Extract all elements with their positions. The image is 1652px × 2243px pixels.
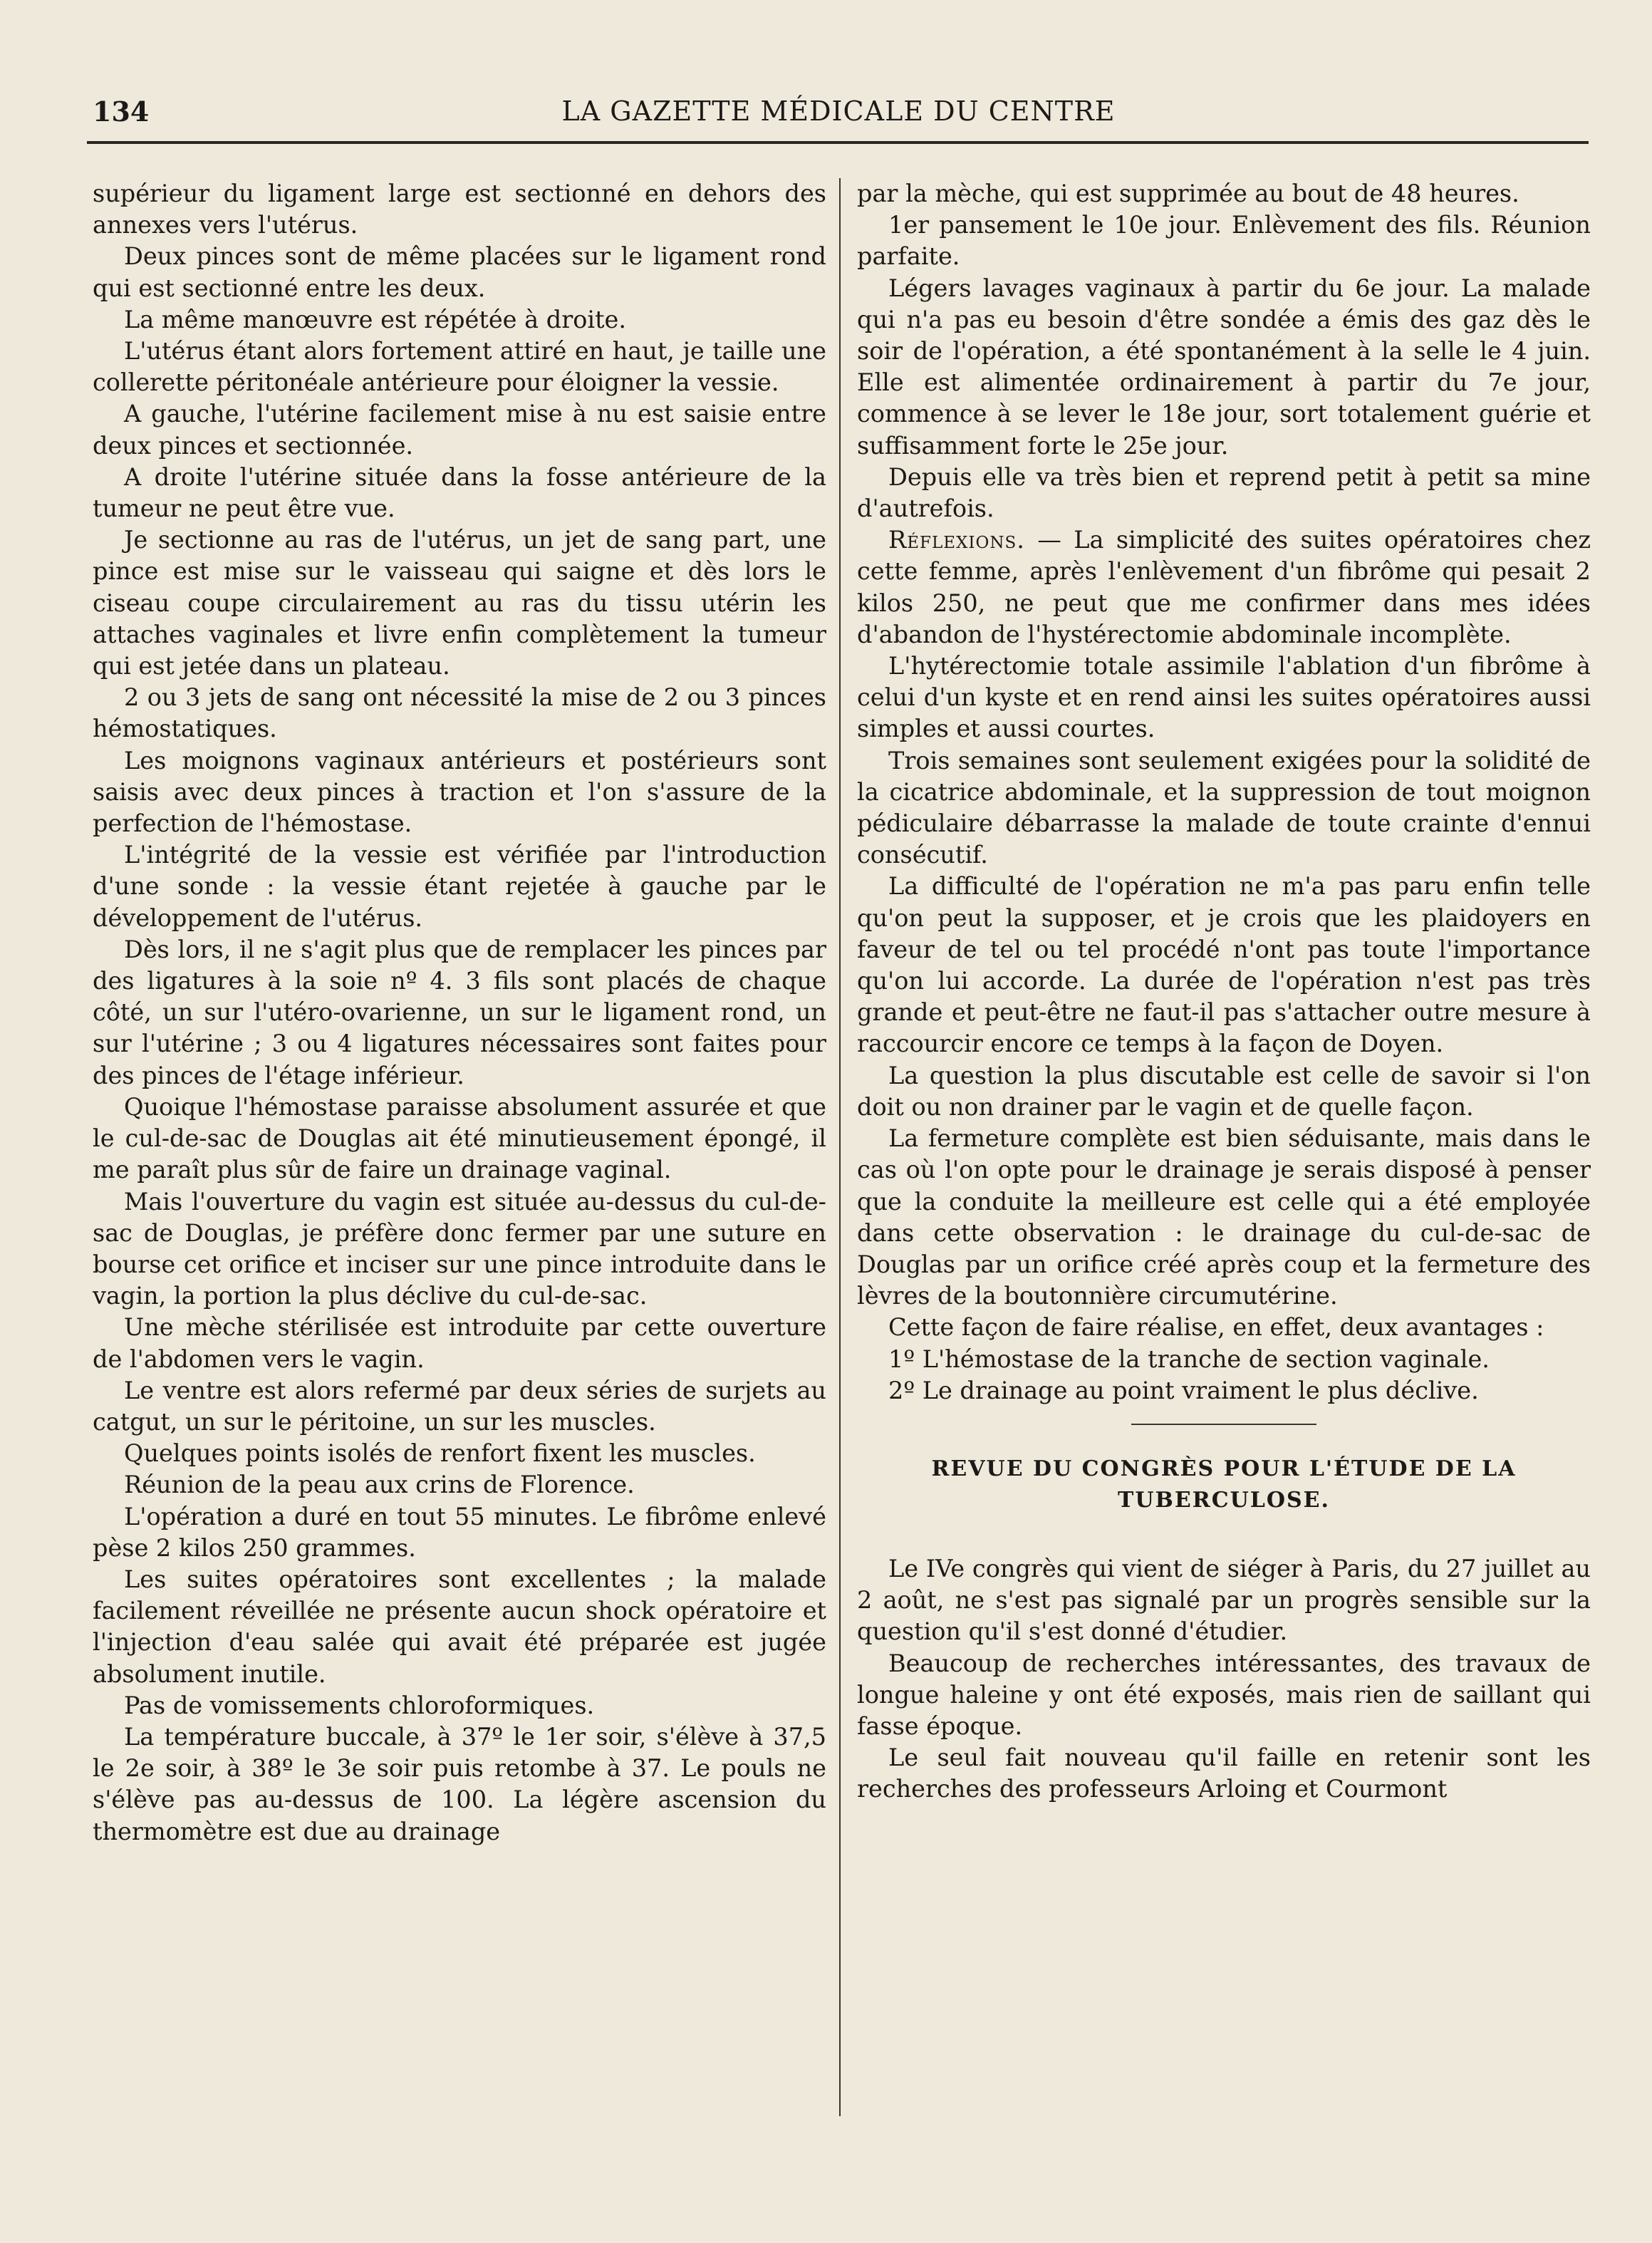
paragraph: Le seul fait nouveau qu'il faille en retenir sont les recherches des professeurs Arloing et Courmont	[857, 1744, 1591, 1803]
paragraph: 1er pansement le 10e jour. Enlèvement des fils. Réunion parfaite.	[857, 211, 1591, 271]
running-title: LA GAZETTE MÉDICALE DU CENTRE	[561, 95, 1116, 127]
paragraph: Les moignons vaginaux antérieurs et postérieurs sont saisis avec deux pinces à traction et l'on s'assure de la perfection de l'hémostase.	[93, 746, 826, 838]
right-column	[857, 178, 1591, 1806]
right-column-paragraphs	[857, 178, 1591, 524]
paragraph: 2º Le drainage au point vraiment le plus déclive.	[888, 1376, 1479, 1404]
section-separator	[1131, 1424, 1316, 1425]
paragraph: Pas de vomissements chloroformiques.	[124, 1691, 595, 1719]
paragraph: supérieur du ligament large est sectionné en dehors des annexes vers l'utérus.	[93, 180, 826, 239]
paragraph: 1º L'hémostase de la tranche de section vaginale.	[888, 1345, 1490, 1373]
paragraph: A droite l'utérine située dans la fosse antérieure de la tumeur ne peut être vue.	[93, 462, 826, 523]
paragraph: La fermeture complète est bien séduisante, mais dans le cas où l'on opte pour le drainage je serais disposé à penser que la conduite la meilleure est celle qui a été employée dans cette observation : le drainage du cul-de-sac de Douglas par un orifice créé après coup et la fermeture des lèvres de la boutonnière circumutérine.	[857, 1124, 1591, 1310]
paragraph: La température buccale, à 37º le 1er soir, s'élève à 37,5 le 2e soir, à 38º le 3e soir puis retombe à 37. Le pouls ne s'élève pas au-dessus de 100. La légère ascension du thermomètre est due au drainage	[93, 1722, 826, 1845]
paragraph: Quoique l'hémostase paraisse absolument assurée et que le cul-de-sac de Douglas ait été minutieusement épongé, il me paraît plus sûr de faire un drainage vaginal.	[93, 1092, 826, 1184]
paragraph: 2 ou 3 jets de sang ont nécessité la mise de 2 ou 3 pinces hémostatiques.	[93, 683, 826, 743]
paragraph: Depuis elle va très bien et reprend petit à petit sa mine d'autrefois.	[857, 462, 1591, 523]
reflexions-label: Réflexions.	[888, 526, 1025, 554]
paragraph: L'opération a duré en tout 55 minutes. Le fibrôme enlevé pèse 2 kilos 250 grammes.	[93, 1502, 826, 1562]
paragraph: Légers lavages vaginaux à partir du 6e jour. La malade qui n'a pas eu besoin d'être sondée a émis des gaz dès le soir de l'opération, a été spontanément à la selle le 4 juin. Elle est alimentée ordinairement à partir du 7e jour, commence à se lever le 18e jour, sort totalement guérie et suffisamment forte le 25e jour.	[857, 274, 1591, 460]
paragraph: Cette façon de faire réalise, en effet, deux avantages :	[888, 1313, 1544, 1342]
column-divider	[839, 178, 841, 2116]
paragraph: La question la plus discutable est celle de savoir si l'on doit ou non drainer par le vagin et de quelle façon.	[857, 1061, 1591, 1121]
paragraph: Le ventre est alors refermé par deux séries de surjets au catgut, un sur le péritoine, un sur les muscles.	[93, 1376, 826, 1436]
page-number: 134	[93, 95, 150, 128]
paragraph: Mais l'ouverture du vagin est située au-dessus du cul-de-sac de Douglas, je préfère donc fermer par une suture en bourse cet orifice et inciser sur une pince introduite dans le vagin, la portion la plus déclive du cul-de-sac.	[93, 1187, 826, 1310]
left-column	[93, 178, 826, 1848]
section-heading: REVUE DU CONGRÈS POUR L'ÉTUDE DE LA TUBERCULOSE.	[931, 1456, 1517, 1513]
reflexions-paragraph	[857, 524, 1591, 651]
paragraph: La difficulté de l'opération ne m'a pas paru enfin telle qu'on peut la supposer, et je crois que les plaidoyers en faveur de tel ou tel procédé n'ont pas toute l'importance qu'on lui accorde. La durée de l'opération n'est pas très grande et peut-être ne faut-il pas s'attacher outre mesure à raccourcir encore ce temps à la façon de Doyen.	[857, 872, 1591, 1058]
header-rule	[87, 141, 1589, 144]
paragraph: L'intégrité de la vessie est vérifiée par l'introduction d'une sonde : la vessie étant rejetée à gauche par le développement de l'utérus.	[93, 841, 826, 932]
paragraph: par la mèche, qui est supprimée au bout de 48 heures.	[857, 180, 1519, 207]
paragraph: Les suites opératoires sont excellentes ; la malade facilement réveillée ne présente aucun shock opératoire et l'injection d'eau salée qui avait été préparée est jugée absolument inutile.	[93, 1565, 826, 1688]
paragraph: Une mèche stérilisée est introduite par cette ouverture de l'abdomen vers le vagin.	[93, 1313, 826, 1373]
paragraph: L'utérus étant alors fortement attiré en haut, je taille une collerette péritonéale antérieure pour éloigner la vessie.	[93, 337, 826, 397]
paragraph: Dès lors, il ne s'agit plus que de remplacer les pinces par des ligatures à la soie nº 4. 3 fils sont placés de chaque côté, un sur l'utéro-ovarienne, un sur le ligament rond, un sur l'utérine ; 3 ou 4 ligatures nécessaires sont faites pour des pinces de l'étage inférieur.	[93, 935, 826, 1089]
paragraph: Deux pinces sont de même placées sur le ligament rond qui est sectionné entre les deux.	[93, 242, 826, 302]
paragraph: Réunion de la peau aux crins de Florence.	[124, 1471, 635, 1499]
paragraph: Beaucoup de recherches intéressantes, des travaux de longue haleine y ont été exposés, mais rien de saillant qui fasse époque.	[857, 1649, 1591, 1740]
right-column-paragraphs-continued	[857, 651, 1591, 1407]
paragraph: Je sectionne au ras de l'utérus, un jet de sang part, une pince est mise sur le vaisseau qui saigne et dès lors le ciseau coupe circulairement au ras du tissu utérin les attaches vaginales et livre enfin complètement la tumeur qui est jetée dans un plateau.	[93, 526, 826, 680]
paragraph: L'hytérectomie totale assimile l'ablation d'un fibrôme à celui d'un kyste et en rend ainsi les suites opératoires aussi simples et aussi courtes.	[857, 652, 1591, 743]
section-body	[857, 1553, 1591, 1806]
page-header	[87, 93, 1590, 135]
paragraph: Le IVe congrès qui vient de siéger à Paris, du 27 juillet au 2 août, ne s'est pas signalé par un progrès sensible sur la question qu'il s'est donné d'étudier.	[857, 1554, 1591, 1646]
paragraph: La même manœuvre est répétée à droite.	[124, 305, 627, 333]
paragraph: A gauche, l'utérine facilement mise à nu est saisie entre deux pinces et sectionnée.	[93, 400, 826, 460]
reflexions-text: — La simplicité des suites opératoires chez cette femme, après l'enlèvement d'un fibrôme qui pesait 2 kilos 250, ne peut que me confirmer dans mes idées d'abandon de l'hystérectomie abdominale incomplète.	[857, 526, 1591, 648]
paragraph: Quelques points isolés de renfort fixent les muscles.	[124, 1439, 756, 1468]
paragraph: Trois semaines sont seulement exigées pour la solidité de la cicatrice abdominale, et la suppression de tout moignon pédiculaire débarrasse la malade de toute crainte d'ennui consécutif.	[857, 746, 1591, 869]
